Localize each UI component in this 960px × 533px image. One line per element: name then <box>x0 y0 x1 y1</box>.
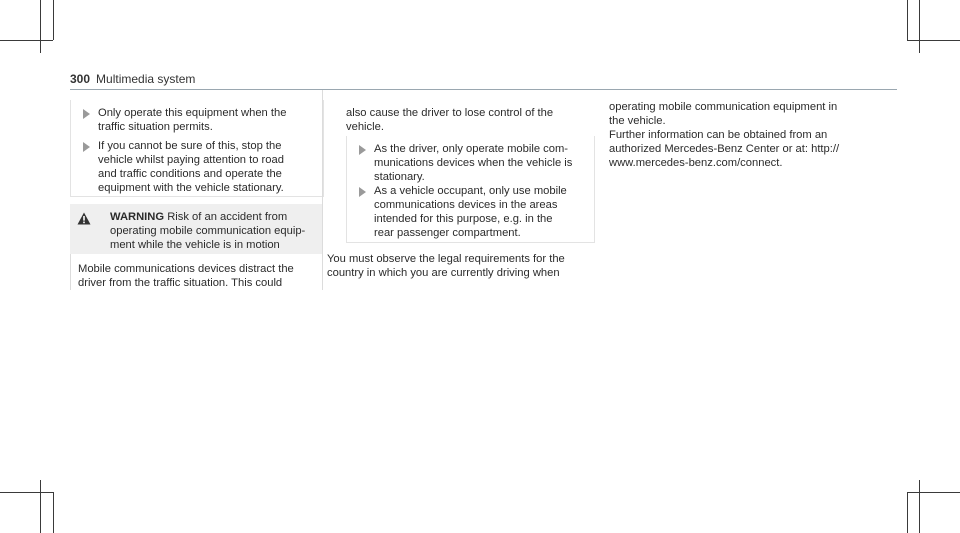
warning-label: WARNING <box>110 211 165 223</box>
crop-mark <box>40 0 41 53</box>
crop-mark <box>53 0 54 40</box>
crop-mark <box>907 492 908 533</box>
bullet-text: As the driver, only operate mobile com- munications devices when the vehicle is stationary. <box>374 143 573 183</box>
bullet-text: If you cannot be sure of this, stop the vehicle whilst paying attention to road and traffic conditions and operate the equipment with the vehicle stationary. <box>98 140 284 194</box>
body-paragraph: You must observe the legal requirements for the country in which you are currently driving when <box>327 253 565 279</box>
bullet-arrow-icon <box>359 187 366 197</box>
bullet-text: Only operate this equipment when the traffic situation permits. <box>98 107 287 133</box>
crop-mark <box>0 40 53 41</box>
warning-triangle-icon <box>77 212 91 225</box>
crop-mark <box>53 492 54 533</box>
warning-title: WARNING Risk of an accident from operating mobile communication equip- ment while the vehicle is in motion <box>110 211 306 251</box>
header-rule <box>70 89 897 90</box>
crop-mark <box>907 492 960 493</box>
section-title: Multimedia system <box>96 72 196 86</box>
bullet-arrow-icon <box>359 145 366 155</box>
warning-border <box>322 90 323 290</box>
bullet-text: As a vehicle occupant, only use mobile communications devices in the areas intended for this purpose, e.g. in the rear passenger compartment. <box>374 185 567 239</box>
warning-continued: also cause the driver to lose control of the vehicle. <box>346 107 554 133</box>
bullet-arrow-icon <box>83 109 90 119</box>
crop-mark <box>919 480 920 533</box>
body-paragraph: operating mobile communication equipment in the vehicle. Further information can be obtained from an authorized Mercedes-Benz Center or at: http:// www.mercedes-benz.com/connect. <box>609 101 840 169</box>
warning-body: Mobile communications devices distract the driver from the traffic situation. This could <box>78 263 294 289</box>
crop-mark <box>919 0 920 53</box>
warning-border <box>70 254 71 290</box>
crop-mark <box>0 492 53 493</box>
crop-mark <box>907 40 960 41</box>
page-header <box>70 72 195 86</box>
bullet-arrow-icon <box>83 142 90 152</box>
page-number: 300 <box>70 72 91 86</box>
crop-mark <box>907 0 908 40</box>
crop-mark <box>40 480 41 533</box>
